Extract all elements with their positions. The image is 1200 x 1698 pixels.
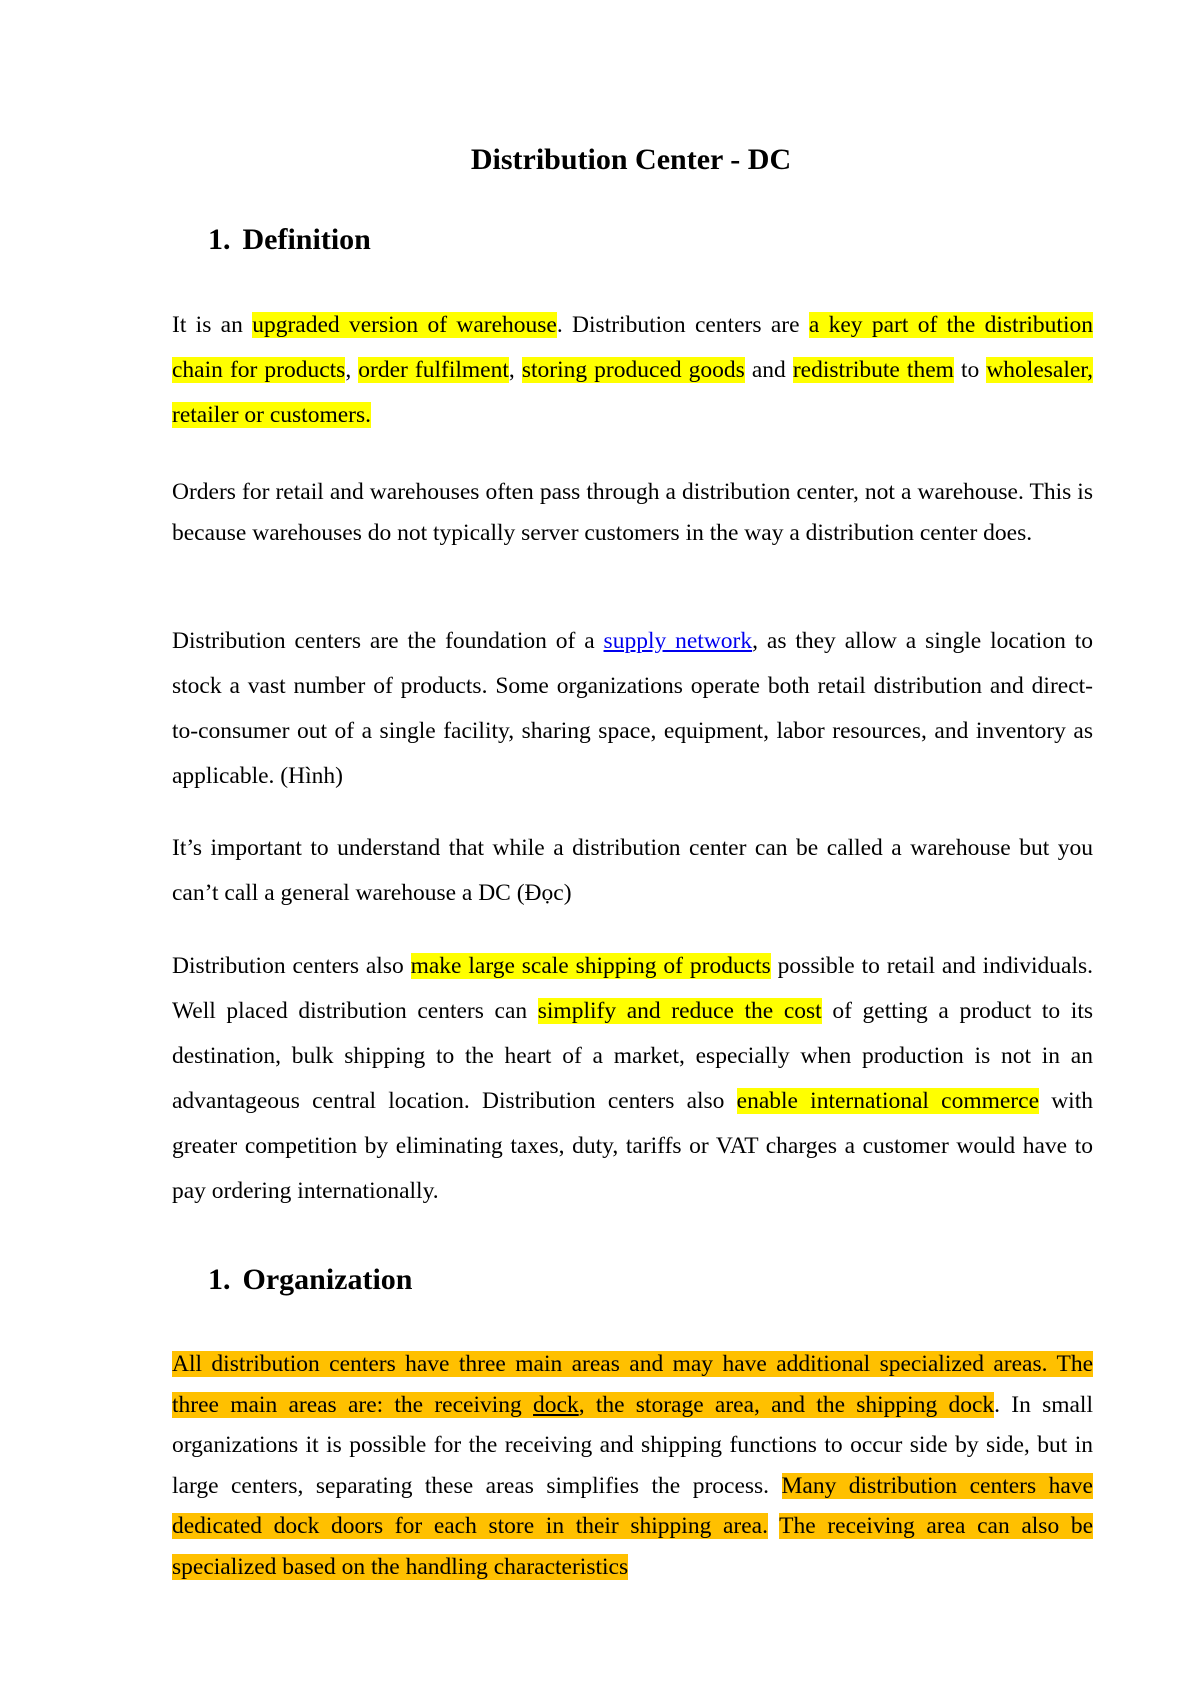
highlight: enable international commerce [736, 1088, 1039, 1114]
section-title: Definition [242, 223, 371, 256]
highlight: simplify and reduce the cost [537, 998, 822, 1024]
section-number: 1. [208, 1263, 231, 1296]
highlight: storing produced goods [521, 357, 745, 383]
paragraph-foundation: Distribution centers are the foundation of a supply network, as they allow a single location to stock a vast number of products. Some organizations operate both retail distribution and direct-to-consumer out of a single facility, sharing space, equipment, labor resources, and inventory as applicable. (Hình) [172, 628, 1093, 789]
section-heading-organization [208, 1262, 413, 1298]
highlight: order fulfilment [358, 357, 509, 383]
highlight: wholesaler, retailer or customers. [172, 357, 1094, 428]
highlight: a key part of the distribution chain for products [172, 312, 1093, 383]
highlight: All distribution centers have three main areas and may have additional specialized areas. The three main areas are: the receiving [172, 1351, 1093, 1418]
paragraph-shipping: Distribution centers also make large scale shipping of products possible to retail and individuals. Well placed distribution centers can simplify and reduce the cost of getting a product to its destination, bulk shipping to the heart of a market, especially when production is not in an advantageous central location. Distribution centers also enable international commerce with greater competition by eliminating taxes, duty, tariffs or VAT charges a customer would have to pay ordering internationally. [172, 953, 1093, 1204]
highlight: make large scale shipping of products [410, 953, 771, 979]
paragraph-organization: All distribution centers have three main areas and may have additional specialized areas. The three main areas are: the receiving dock, the storage area, and the shipping dock. In small organizations it is possible for the receiving and shipping functions to occur side by side, but in large centers, separating these areas simplifies the process. Many distribution centers have dedicated dock doors for each store in their shipping area. The receiving area can also be specialized based on the handling characteristics [172, 1351, 1093, 1580]
document-title: Distribution Center - DC [470, 143, 792, 176]
paragraph-orders: Orders for retail and warehouses often pass through a distribution center, not a warehouse. This is because warehouses do not typically server customers in the way a distribution center does. [172, 479, 1093, 546]
dock-link[interactable]: dock [533, 1391, 579, 1418]
highlight: Many distribution centers have dedicated dock doors for each store in their shipping area. [172, 1472, 1093, 1539]
highlight: , the storage area, and the shipping dock [578, 1391, 995, 1418]
highlight: The receiving area can also be specialized based on the handling characteristics [172, 1513, 1093, 1580]
section-title: Organization [242, 1263, 413, 1296]
supply-network-link[interactable]: supply network [603, 628, 753, 654]
section-number: 1. [208, 223, 231, 256]
paragraph-important: It’s important to understand that while a distribution center can be called a warehouse but you can’t call a general warehouse a DC (Đọc) [172, 835, 1093, 906]
paragraph-definition: It is an upgraded version of warehouse. Distribution centers are a key part of the distribution chain for products, order fulfilment, storing produced goods and redistribute them to wholesaler, retailer or customers. [172, 312, 1094, 428]
section-heading-definition [208, 222, 371, 258]
highlight: redistribute them [792, 357, 954, 383]
highlight: upgraded version of warehouse [252, 312, 557, 338]
